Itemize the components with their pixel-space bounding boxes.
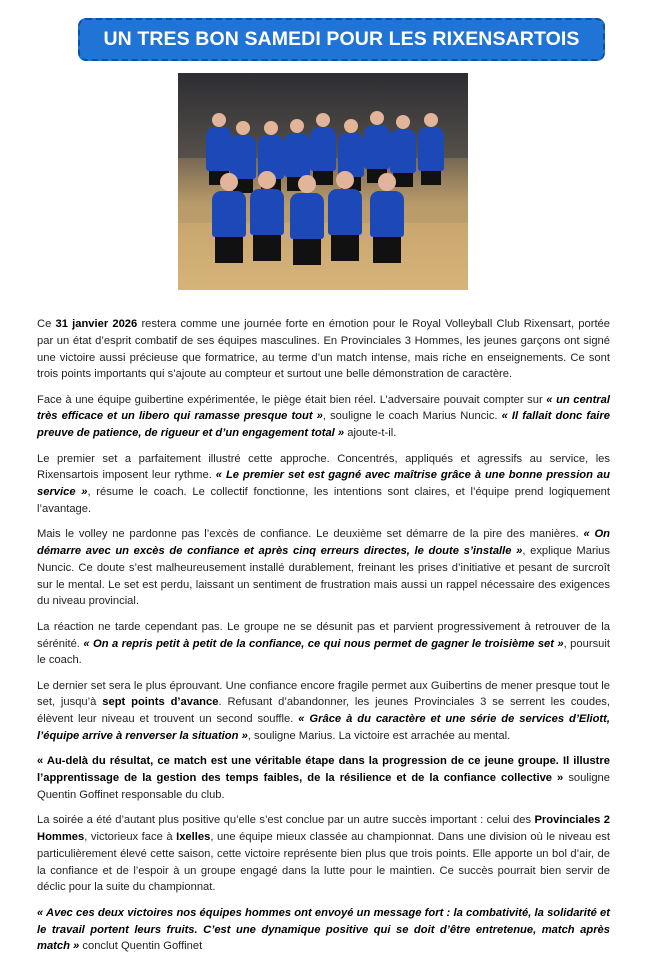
emphasized-text: Provinciales 2 Hommes (37, 814, 610, 844)
player-head (316, 113, 330, 127)
player-jersey (390, 129, 416, 173)
title-banner (78, 18, 605, 61)
article-title: UN TRES BON SAMEDI POUR LES RIXENSARTOIS (103, 28, 580, 50)
player-head (212, 113, 226, 127)
emphasized-text: « Au-delà du résultat, ce match est une véritable étape dans la progression de ce jeune groupe. Il illustre l’apprentissage de la gestion des temps faibles, de la résilience et de la confiance collective » (37, 755, 610, 785)
emphasized-text: « On démarre avec un excès de confiance et après cinq erreurs directes, le doute s’installe » (37, 528, 611, 558)
paragraph-text: Face à une équipe guibertine expérimentée, le piège était bien réel. L’adversaire pouvait compter sur (37, 393, 547, 406)
article-paragraph (37, 812, 610, 896)
player-jersey (328, 189, 362, 235)
paragraph-text: conclut Quentin Goffinet (79, 940, 203, 953)
player-jersey (230, 135, 256, 179)
paragraph-text: Le premier set a parfaitement illustré cette approche. Concentrés, appliqués et agressifs au service, les Rixensartois imposent leur rythme. (37, 452, 610, 482)
player-head (396, 115, 410, 129)
paragraph-text: La soirée a été d’autant plus positive qu’elle s’est conclue par un autre succès important : celui des (37, 814, 535, 827)
paragraph-text: Mais le volley ne pardonne pas l’excès de confiance. Le deuxième set démarre de la pire des manières. (37, 528, 584, 541)
emphasized-text: « On a repris petit à petit de la confiance, ce qui nous permet de gagner le troisième set » (83, 637, 564, 650)
paragraph-text: , souligne le coach Marius Nuncic. (322, 410, 502, 423)
player-head (336, 171, 354, 189)
player-jersey (212, 191, 246, 237)
player-jersey (206, 127, 232, 171)
paragraph-text: , une équipe mieux classée au championnat. Dans une division où le niveau est particulièrement élevé cette saison, cette victoire représente bien plus que trois points. Elle apporte un bol d’air, de la confiance et de l’espoir à un groupe engagé dans la lutte pour le maintien. Ce succès pourrait bien servir de déclic pour la suite du championnat. (37, 831, 610, 894)
paragraph-text: ajoute-t-il. (344, 427, 397, 440)
article-paragraph (37, 619, 610, 669)
player-shorts (313, 171, 333, 185)
team-photo (178, 73, 468, 290)
player-jersey (418, 127, 444, 171)
article-paragraph (37, 316, 610, 383)
player-head (258, 171, 276, 189)
paragraph-text: souligne Quentin Goffinet responsable du club. (37, 772, 610, 801)
player-head (378, 173, 396, 191)
article-body (37, 316, 610, 964)
player-head (264, 121, 278, 135)
player-jersey (370, 191, 404, 237)
article-paragraph (37, 753, 610, 803)
player-head (236, 121, 250, 135)
article-paragraph (37, 678, 610, 745)
player-jersey (310, 127, 336, 171)
article-paragraph (37, 392, 610, 442)
paragraph-text: . Refusant d’abandonner, les jeunes Provinciales 3 se serrent les coudes, élèvent leur niveau et trouvent un second souffle. (37, 696, 611, 726)
article-paragraph (37, 451, 610, 518)
player-head (370, 111, 384, 125)
player-head (220, 173, 238, 191)
paragraph-text: , résume le coach. Le collectif fonctionne, les intentions sont claires, et l’équipe prend logiquement l’avantage. (37, 486, 610, 515)
emphasized-text: 31 janvier 2026 (55, 318, 138, 330)
paragraph-text: , souligne Marius. La victoire est arrachée au mental. (247, 730, 511, 743)
emphasized-text: « Grâce à du caractère et une série de services d’Eliott, l’équipe arrive à renverser la situation » (37, 713, 610, 743)
emphasized-text: sept points d’avance (102, 696, 219, 709)
player-jersey (284, 133, 310, 177)
player-shorts (293, 239, 321, 265)
player-jersey (250, 189, 284, 235)
emphasized-text: « Le premier set est gagné avec maîtrise grâce à une bonne pression au service » (37, 469, 610, 499)
player-shorts (421, 171, 441, 185)
emphasized-text: « Il fallait donc faire preuve de patience, de rigueur et d’un engagement total » (37, 410, 610, 440)
player-shorts (215, 237, 243, 263)
player-jersey (364, 125, 390, 169)
article-paragraph (37, 905, 610, 955)
player-head (298, 175, 316, 193)
paragraph-text: Ce (37, 318, 56, 330)
player-shorts (373, 237, 401, 263)
paragraph-text: , poursuit le coach. (37, 637, 610, 667)
player-head (290, 119, 304, 133)
player-head (344, 119, 358, 133)
paragraph-text: , explique Marius Nuncic. Ce doute s’est malheureusement installé durablement, freinant les prises d’initiative et pesant de surcroît sur le mental. Le set est perdu, laissant un sentiment de frustration mais aussi un rappel nécessaire des exigences du niveau provincial. (37, 545, 610, 608)
emphasized-text: « Avec ces deux victoires nos équipes hommes ont envoyé un message fort : la combativité, la solidarité et le travail portent leurs fruits. C’est une dynamique positive qui se doit d’être entretenue, match après match » (37, 906, 610, 953)
player-shorts (253, 235, 281, 261)
emphasized-text: « un central très efficace et un libero qui ramasse presque tout » (37, 393, 610, 423)
paragraph-text: La réaction ne tarde cependant pas. Le groupe ne se désunit pas et parvient progressivement à retrouver de la sérénité. (37, 620, 610, 650)
player-shorts (393, 173, 413, 187)
paragraph-text: Le dernier set sera le plus éprouvant. Une confiance encore fragile permet aux Guibertins de mener presque tout le set, jusqu’à (37, 679, 610, 709)
player-head (424, 113, 438, 127)
article-paragraph (37, 526, 610, 610)
player-shorts (331, 235, 359, 261)
paragraph-text: , victorieux face à (84, 831, 177, 844)
paragraph-text: restera comme une journée forte en émotion pour le Royal Volleyball Club Rixensart, portée par un état d’esprit combatif de ses équipes masculines. En Provinciales 3 Hommes, les jeunes garçons ont signé une victoire aussi précieuse que formatrice, au terme d’un match intense, mais riche en enseignements. Ce sont trois points importants qui s’ajoute au compteur et surtout une belle démonstration de caractère. (37, 318, 610, 381)
emphasized-text: Ixelles (176, 831, 211, 844)
player-jersey (290, 193, 324, 239)
